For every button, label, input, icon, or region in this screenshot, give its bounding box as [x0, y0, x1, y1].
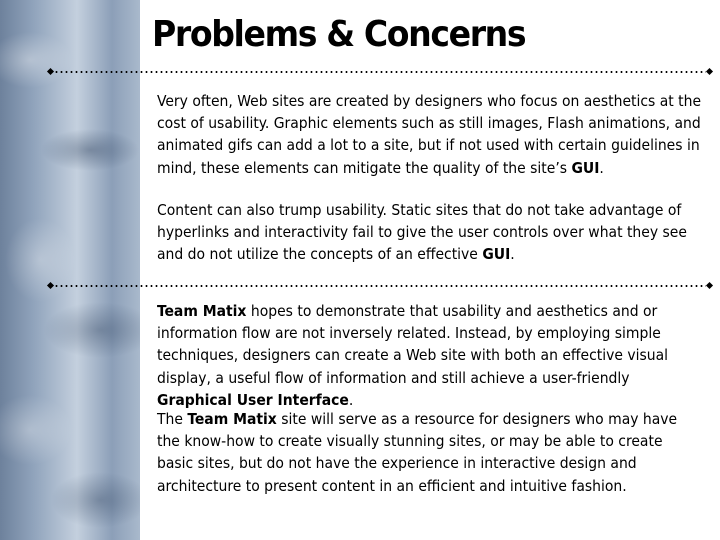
gui-full-term: Graphical User Interface: [157, 390, 349, 409]
diamond-bullet-icon: [47, 68, 54, 75]
slide-title: Problems & Concerns: [152, 14, 526, 55]
diamond-bullet-icon: [706, 68, 713, 75]
paragraph-content: Content can also trump usability. Static sites that do not take advantage of hyperlinks and interactivity fail to give the user controls over what they see and do not utilize the concepts of an effective GUI.: [157, 201, 687, 264]
dotted-divider-middle: [48, 282, 712, 290]
paragraph-team-goal: Team Matix hopes to demonstrate that usability and aesthetics and or information flow are not inversely related. Instead, by employing simple techniques, designers can create a Web site with both an effective visual display, a useful flow of information and still achieve a user-friendly Graphical User Interface.: [157, 302, 669, 409]
diamond-bullet-icon: [47, 282, 54, 289]
diamond-bullet-icon: [706, 282, 713, 289]
dotted-divider-top: [48, 68, 712, 76]
paragraph-resource: The Team Matix site will serve as a resource for designers who may have the know-how to create visually stunning sites, or may be able to create basic sites, but do not have the experience in interactive design and architecture to present content in an efficient and intuitive fashion.: [157, 410, 678, 495]
gui-term: GUI: [571, 158, 600, 177]
paragraph-aesthetics: Very often, Web sites are created by designers who focus on aesthetics at the cost of usability. Graphic elements such as still images, Flash animations, and animated gifs can add a lot to a site, but if not used with certain guidelines in mind, these elements can mitigate the quality of the site’s GUI.: [157, 92, 702, 177]
team-name: Team Matix: [187, 410, 277, 428]
gui-term: GUI: [482, 245, 511, 264]
decorative-side-panel: [0, 0, 140, 540]
team-name: Team Matix: [157, 302, 247, 320]
